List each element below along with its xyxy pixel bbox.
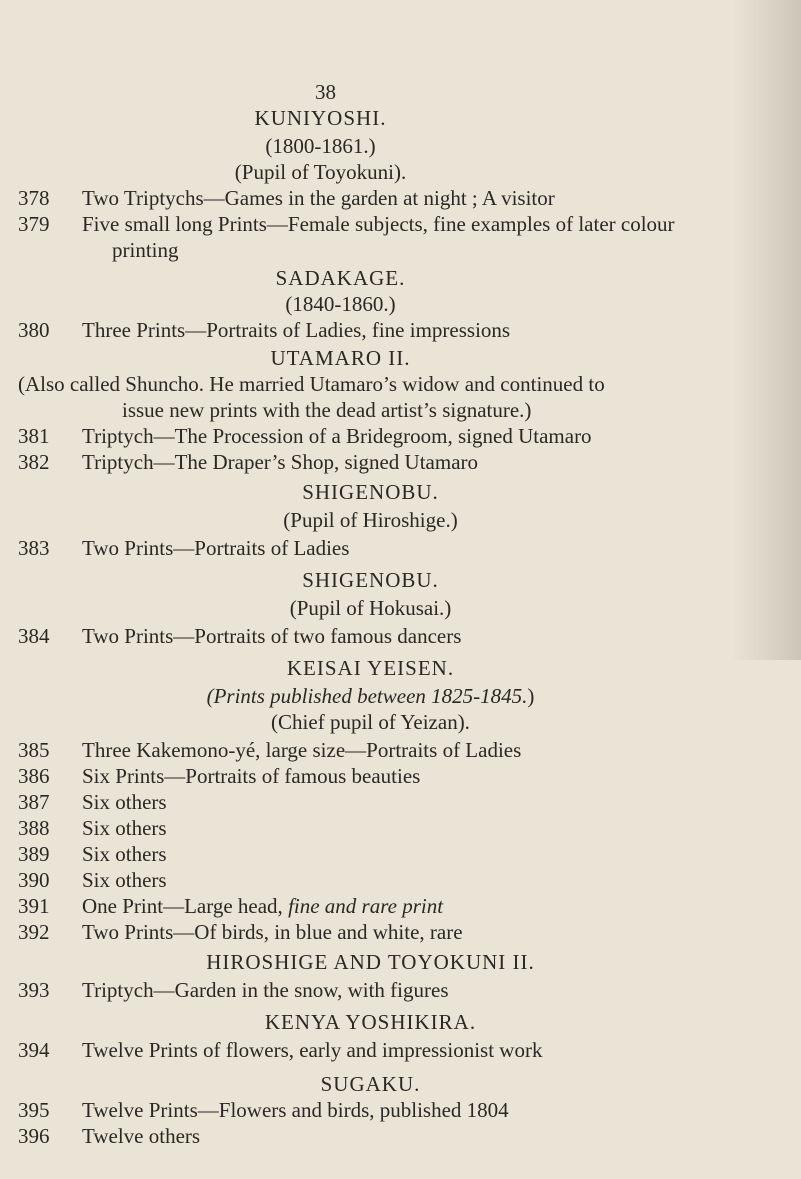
lot-number: 391: [18, 894, 50, 918]
lot-number: 384: [18, 624, 50, 648]
lot-description: Triptych—The Procession of a Bridegroom, signed Utamaro: [82, 424, 592, 448]
artist-heading: KENYA YOSHIKIRA.: [264, 1010, 477, 1034]
lot-description: Triptych—Garden in the snow, with figures: [82, 978, 449, 1002]
lot-description: Six others: [82, 816, 167, 840]
lot-number: 396: [18, 1124, 50, 1148]
lot-description: One Print—Large head, fine and rare print: [82, 894, 444, 918]
lot-number: 394: [18, 1038, 50, 1062]
artist-dates: (1800-1861.): [265, 134, 376, 158]
artist-heading: SUGAKU.: [320, 1072, 421, 1096]
lot-description: Twelve Prints—Flowers and birds, published 1804: [82, 1098, 509, 1122]
lot-number: 392: [18, 920, 50, 944]
lot-description: Two Prints—Portraits of Ladies: [82, 536, 350, 560]
artist-note: (Pupil of Toyokuni).: [234, 160, 407, 184]
artist-note: (Chief pupil of Yeizan).: [271, 710, 470, 734]
artist-dates: (1840-1860.): [285, 292, 396, 316]
lot-number: 388: [18, 816, 50, 840]
lot-description: Three Prints—Portraits of Ladies, fine impressions: [82, 318, 511, 342]
lot-description: Twelve others: [82, 1124, 201, 1148]
lot-description-continued: printing: [112, 238, 179, 262]
lot-description: Six others: [82, 868, 167, 892]
lot-number: 381: [18, 424, 50, 448]
artist-note: (Pupil of Hiroshige.): [283, 508, 458, 532]
lot-description: Two Triptychs—Games in the garden at night ; A visitor: [82, 186, 555, 210]
artist-note: (Also called Shuncho. He married Utamaro’s widow and continued to: [18, 372, 605, 396]
artist-heading: SADAKAGE.: [275, 266, 406, 290]
lot-number: 395: [18, 1098, 50, 1122]
lot-number: 383: [18, 536, 50, 560]
lot-number: 380: [18, 318, 50, 342]
artist-note-continued: issue new prints with the dead artist’s signature.): [122, 398, 532, 422]
lot-number: 386: [18, 764, 50, 788]
lot-number: 379: [18, 212, 50, 236]
lot-description: Six Prints—Portraits of famous beauties: [82, 764, 421, 788]
lot-description: Three Kakemono-yé, large size—Portraits of Ladies: [82, 738, 522, 762]
lot-description: Triptych—The Draper’s Shop, signed Utamaro: [82, 450, 479, 474]
lot-description: Five small long Prints—Female subjects, fine examples of later colour: [82, 212, 675, 236]
artist-heading: KEISAI YEISEN.: [286, 656, 455, 680]
lot-number: 382: [18, 450, 50, 474]
lot-number: 390: [18, 868, 50, 892]
lot-number: 385: [18, 738, 50, 762]
artist-heading: SHIGENOBU.: [302, 480, 439, 504]
lot-description: Six others: [82, 842, 167, 866]
lot-number: 393: [18, 978, 50, 1002]
artist-heading: SHIGENOBU.: [302, 568, 439, 592]
artist-heading: UTAMARO II.: [270, 346, 411, 370]
lot-description: Twelve Prints of flowers, early and impressionist work: [82, 1038, 543, 1062]
lot-number: 389: [18, 842, 50, 866]
page-edge-shadow: [731, 0, 801, 660]
lot-description: Two Prints—Of birds, in blue and white, rare: [82, 920, 463, 944]
artist-heading: HIROSHIGE AND TOYOKUNI II.: [206, 950, 535, 974]
lot-description: Two Prints—Portraits of two famous dancers: [82, 624, 462, 648]
lot-number: 387: [18, 790, 50, 814]
artist-dates: (Prints published between 1825-1845.): [206, 684, 535, 708]
page-number: 38: [315, 80, 336, 104]
lot-description: Six others: [82, 790, 167, 814]
lot-number: 378: [18, 186, 50, 210]
artist-heading: KUNIYOSHI.: [254, 106, 387, 130]
artist-note: (Pupil of Hokusai.): [289, 596, 452, 620]
